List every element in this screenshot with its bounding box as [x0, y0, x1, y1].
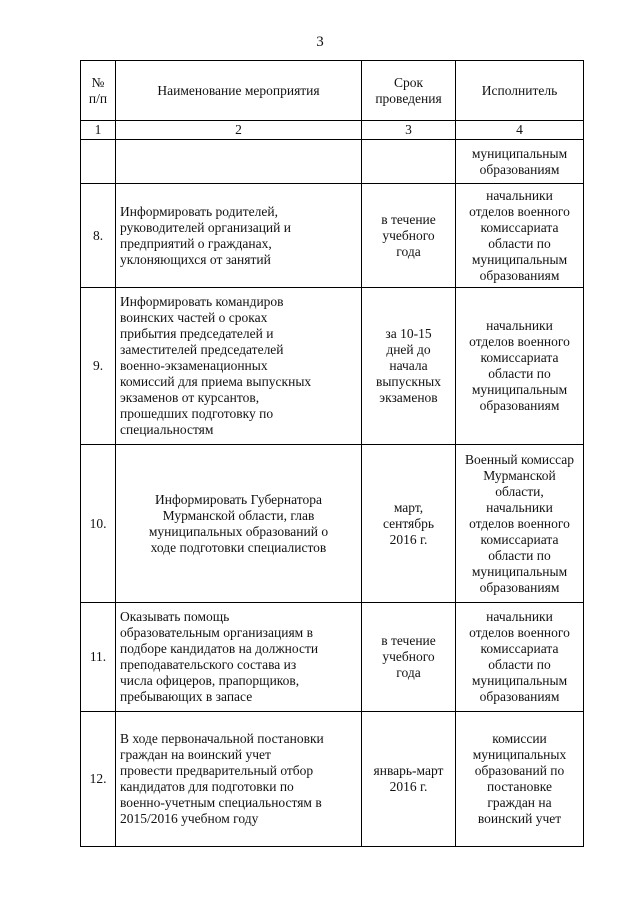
header-num: № п/п	[81, 61, 116, 121]
column-number: 3	[362, 121, 456, 140]
row-action: Оказывать помощь образовательным организациям в подборе кандидатов на должности преподавательского состава из числа офицеров, прапорщиков, пребывающих в запасе	[116, 603, 362, 712]
table-row	[81, 288, 584, 445]
table-row	[81, 445, 584, 603]
row-number: 8.	[81, 184, 116, 288]
row-executor: Военный комиссар Мурманской области, начальники отделов военного комиссариата области по муниципальным образованиям	[456, 445, 584, 603]
row-executor: начальники отделов военного комиссариата области по муниципальным образованиям	[456, 288, 584, 445]
header-action: Наименование мероприятия	[116, 61, 362, 121]
page-number: 3	[316, 34, 324, 50]
row-action: Информировать Губернатора Мурманской области, глав муниципальных образований о ходе подготовки специалистов	[116, 445, 362, 603]
column-number-row	[81, 121, 584, 140]
row-number	[81, 140, 116, 184]
column-number: 1	[81, 121, 116, 140]
row-term: в течение учебного года	[362, 603, 456, 712]
table-row	[81, 184, 584, 288]
row-executor: муниципальным образованиям	[456, 140, 584, 184]
row-term	[362, 140, 456, 184]
header-row	[81, 61, 584, 121]
row-executor: начальники отделов военного комиссариата области по муниципальным образованиям	[456, 184, 584, 288]
row-term: март, сентябрь 2016 г.	[362, 445, 456, 603]
row-number: 12.	[81, 712, 116, 847]
row-number: 10.	[81, 445, 116, 603]
row-action: Информировать командиров воинских частей о сроках прибытия председателей и заместителей председателей военно-экзаменационных комиссий для приема выпускных экзаменов от курсантов, прошедших подготовку по специальностям	[116, 288, 362, 445]
column-number: 4	[456, 121, 584, 140]
row-term: январь-март 2016 г.	[362, 712, 456, 847]
row-number: 9.	[81, 288, 116, 445]
row-action	[116, 140, 362, 184]
column-number: 2	[116, 121, 362, 140]
row-term: в течение учебного года	[362, 184, 456, 288]
row-action: Информировать родителей, руководителей организаций и предприятий о гражданах, уклоняющихся от занятий	[116, 184, 362, 288]
header-executor: Исполнитель	[456, 61, 584, 121]
row-executor: комиссии муниципальных образований по постановке граждан на воинский учет	[456, 712, 584, 847]
events-table	[80, 60, 584, 847]
table-row	[81, 140, 584, 184]
row-executor: начальники отделов военного комиссариата области по муниципальным образованиям	[456, 603, 584, 712]
header-term: Срок проведения	[362, 61, 456, 121]
row-number: 11.	[81, 603, 116, 712]
row-action: В ходе первоначальной постановки граждан на воинский учет провести предварительный отбор кандидатов для подготовки по военно-учетным специальностям в 2015/2016 учебном году	[116, 712, 362, 847]
table-row	[81, 712, 584, 847]
row-term: за 10-15 дней до начала выпускных экзаменов	[362, 288, 456, 445]
table-row	[81, 603, 584, 712]
